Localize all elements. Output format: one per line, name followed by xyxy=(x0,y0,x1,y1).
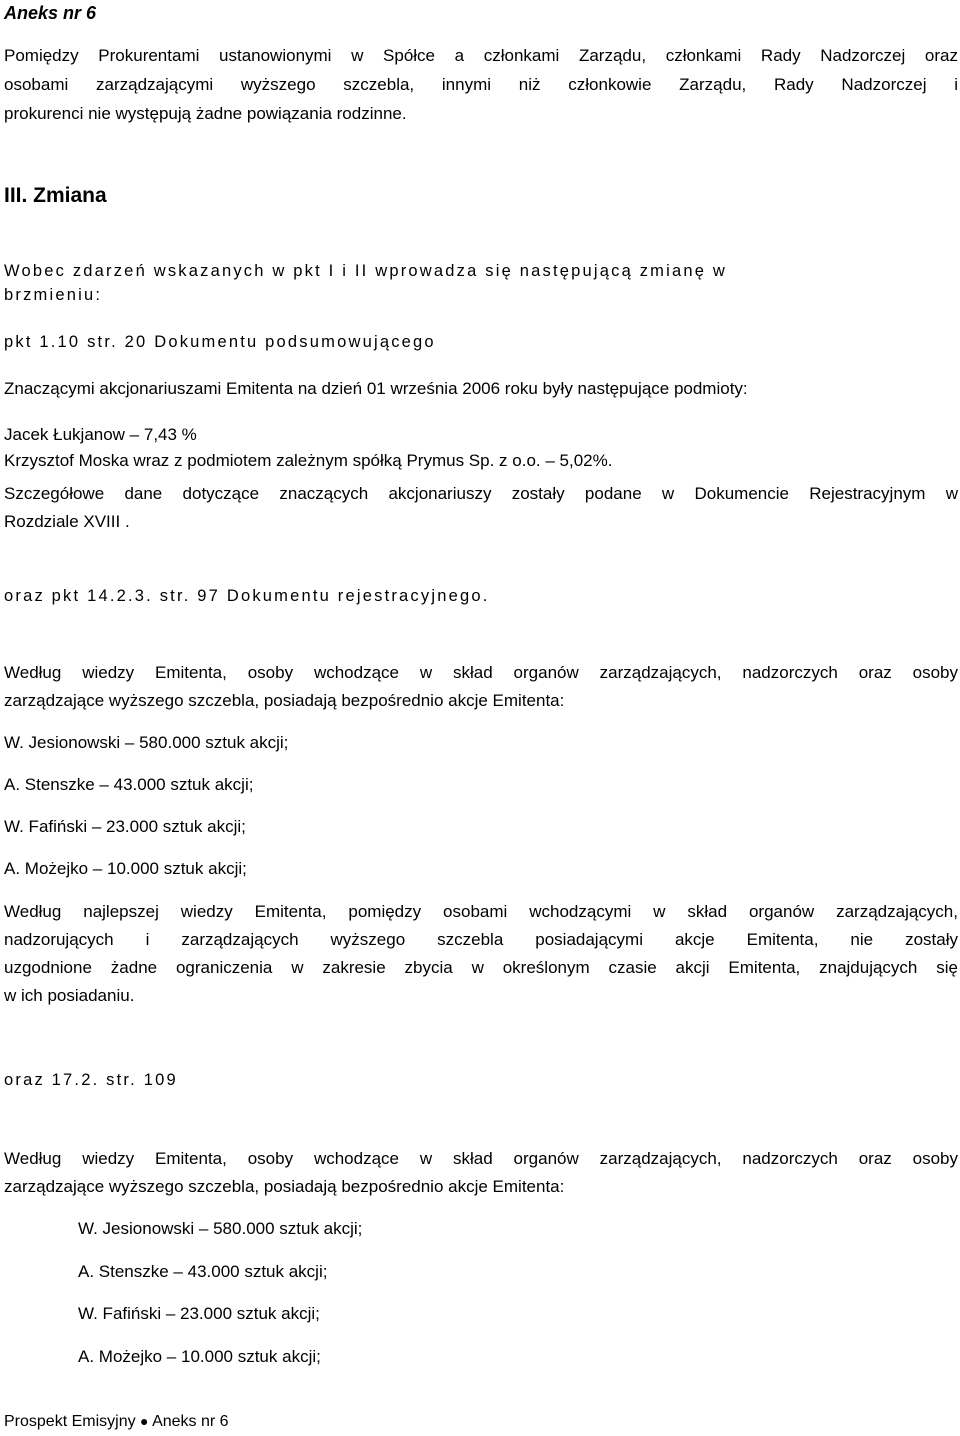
knowledge-1-line-2: zarządzające wyższego szczebla, posiadają bezpośrednio akcje Emitenta: xyxy=(4,691,565,710)
shares-list-item: A. Możejko – 10.000 sztuk akcji; xyxy=(78,1347,321,1366)
shares-list-item: W. Fafiński – 23.000 sztuk akcji; xyxy=(4,817,246,836)
details-line-2: Rozdziale XVIII . xyxy=(4,512,130,531)
intro-line-1: Pomiędzy Prokurentami ustanowionymi w Spółce a członkami Zarządu, członkami Rady Nadzorczej oraz xyxy=(4,46,958,65)
shares-list-item: A. Możejko – 10.000 sztuk akcji; xyxy=(4,859,247,878)
knowledge-2-line-1: Według wiedzy Emitenta, osoby wchodzące w skład organów zarządzających, nadzorczych oraz osoby xyxy=(4,1149,958,1168)
reference-heading-2: oraz pkt 14.2.3. str. 97 Dokumentu rejestracyjnego. xyxy=(4,587,490,605)
page-header-title: Aneks nr 6 xyxy=(4,3,97,23)
shareholder-item: Krzysztof Moska wraz z podmiotem zależnym spółką Prymus Sp. z o.o. – 5,02%. xyxy=(4,451,613,470)
intro-line-3: prokurenci nie występują żadne powiązania rodzinne. xyxy=(4,104,407,123)
intro-line-2: osobami zarządzającymi wyższego szczebla, innymi niż członkowie Zarządu, Rady Nadzorczej i xyxy=(4,75,958,94)
shares-list-item: W. Jesionowski – 580.000 sztuk akcji; xyxy=(4,733,289,752)
shares-list-item: W. Fafiński – 23.000 sztuk akcji; xyxy=(78,1304,320,1323)
change-intro-line-2: brzmieniu: xyxy=(4,286,103,304)
knowledge-1-line-1: Według wiedzy Emitenta, osoby wchodzące w skład organów zarządzających, nadzorczych oraz osoby xyxy=(4,663,958,682)
shares-list-item: A. Stenszke – 43.000 sztuk akcji; xyxy=(4,775,254,794)
shareholder-item: Jacek Łukjanow – 7,43 % xyxy=(4,425,197,444)
shareholders-intro: Znaczącymi akcjonariuszami Emitenta na dzień 01 września 2006 roku były następujące podmioty: xyxy=(4,379,748,398)
reference-heading-3: oraz 17.2. str. 109 xyxy=(4,1071,178,1089)
change-intro-line-1: Wobec zdarzeń wskazanych w pkt I i II wprowadza się następującą zmianę w xyxy=(4,262,728,280)
bullet-icon: ● xyxy=(140,1413,149,1429)
details-line-1: Szczegółowe dane dotyczące znaczących akcjonariuszy zostały podane w Dokumencie Rejestracyjnym w xyxy=(4,484,958,503)
footer-right-text: Aneks nr 6 xyxy=(152,1413,229,1430)
best-knowledge-line-2: nadzorujących i zarządzających wyższego szczebla posiadającymi akcje Emitenta, nie zostały xyxy=(4,930,958,949)
page-footer xyxy=(4,1410,229,1433)
shares-list-item: W. Jesionowski – 580.000 sztuk akcji; xyxy=(78,1219,363,1238)
reference-heading-1: pkt 1.10 str. 20 Dokumentu podsumowującego xyxy=(4,333,436,351)
knowledge-2-line-2: zarządzające wyższego szczebla, posiadają bezpośrednio akcje Emitenta: xyxy=(4,1177,565,1196)
best-knowledge-line-1: Według najlepszej wiedzy Emitenta, pomiędzy osobami wchodzącymi w skład organów zarządzających, xyxy=(4,902,958,921)
best-knowledge-line-4: w ich posiadaniu. xyxy=(4,986,135,1005)
shares-list-item: A. Stenszke – 43.000 sztuk akcji; xyxy=(78,1262,328,1281)
footer-left-text: Prospekt Emisyjny xyxy=(4,1413,136,1430)
section-heading: III. Zmiana xyxy=(4,184,107,207)
best-knowledge-line-3: uzgodnione żadne ograniczenia w zakresie zbycia w określonym czasie akcji Emitenta, znajdujących się xyxy=(4,958,958,977)
